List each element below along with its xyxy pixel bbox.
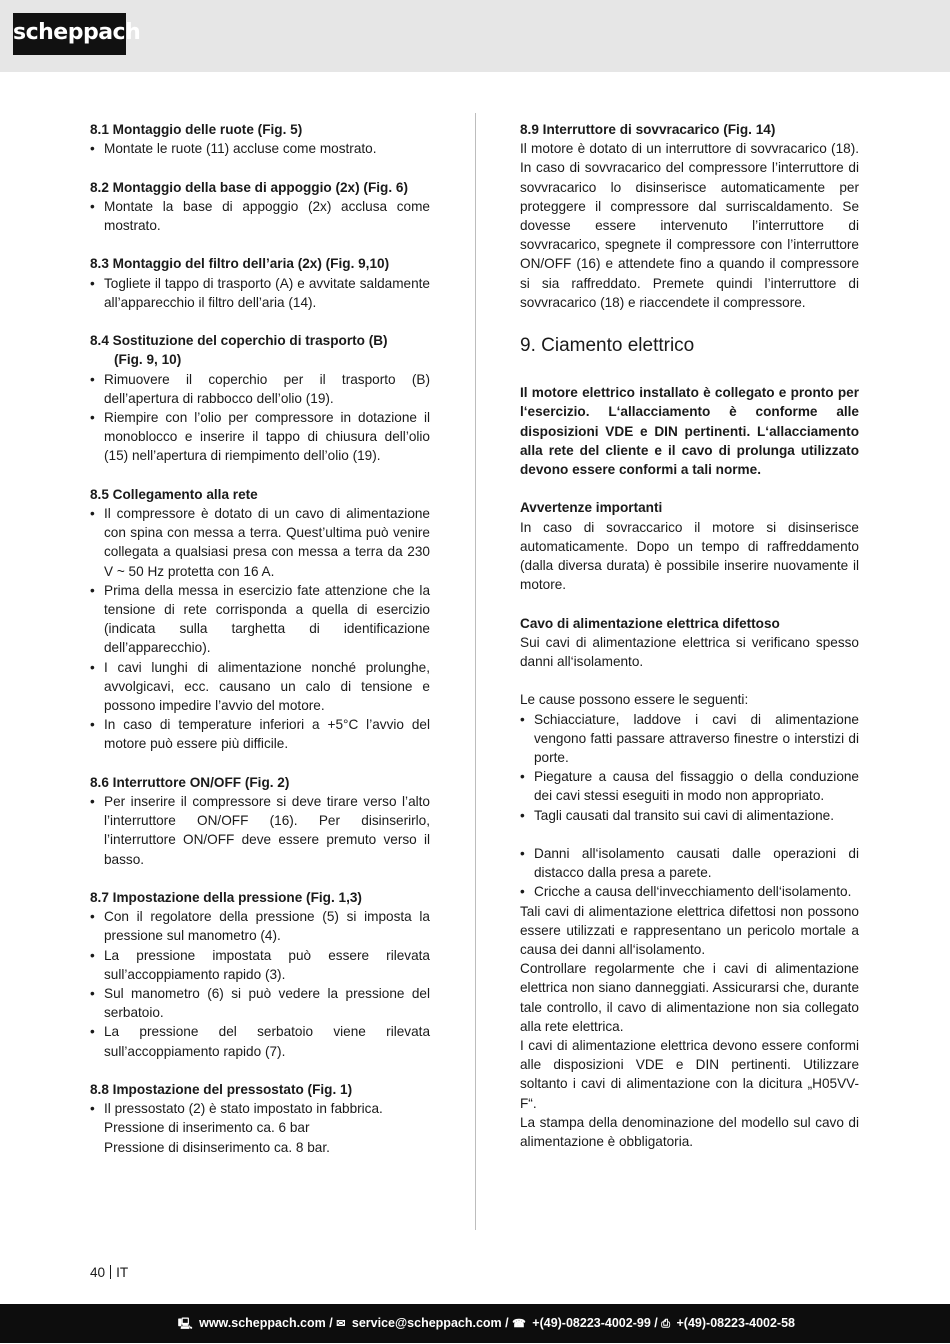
section-heading: 8.1 Montaggio delle ruote (Fig. 5): [90, 122, 303, 137]
list-item: • Tagli causati dal transito sui cavi di alimentazione.: [520, 806, 859, 825]
section-8-6: [90, 773, 430, 869]
list-item: • Con il regolatore della pressione (5) si imposta la pressione sul manometro (4).: [90, 907, 430, 945]
list-item: • La pressione impostata può essere rilevata sull’accoppiamento rapido (3).: [90, 946, 430, 984]
heading-line-1: 8.4 Sostituzione del coperchio di trasporto (B): [90, 333, 388, 349]
list-item: • Il compressore è dotato di un cavo di alimentazione con spina con messa a terra. Quest’ultima può venire collegata a qualsiasi presa con messa a terra da 230 V ~ 50 Hz protetta con 16 A.: [90, 504, 430, 581]
item-line: Pressione di inserimento ca. 6 bar: [104, 1120, 310, 1136]
list-item: [90, 1099, 430, 1157]
section-heading: 8.6 Interruttore ON/OFF (Fig. 2): [90, 774, 290, 790]
section-heading: 8.7 Impostazione della pressione (Fig. 1,3): [90, 890, 362, 906]
column-divider: [475, 113, 476, 1230]
chapter-heading: 9. Ciamento elettrico: [520, 335, 695, 357]
paragraph: Il motore è dotato di un interruttore di sovvracarico (18). In caso di sovvracarico del compressore l’interruttore di sovvracarico lo disinserisce automaticamente per proteggere il compressore dal surriscaldamento. Se dovesse essere intervenuto l’interruttore di sovvracarico, spegnete il compressore con l’interruttore ON/OFF (16) e attendete fino a quando il compressore si sia raffreddato. Premete quindi l’interruttore di sovvracarico (18) e riaccendete il compressore.: [520, 141, 859, 310]
paragraph: La stampa della denominazione del modello sul cavo di alimentazione è obbligatoria.: [520, 1114, 859, 1150]
item-line: • Il pressostato (2) è stato impostato in fabbrica.: [104, 1101, 383, 1117]
section-8-4: [90, 331, 430, 465]
section-heading: 8.3 Montaggio del filtro dell’aria (2x) (Fig. 9,10): [90, 256, 390, 272]
section-8-8: [90, 1080, 430, 1157]
right-column: [520, 120, 859, 1151]
header-bar: [0, 0, 950, 72]
scheppach-logo: scheppach: [13, 13, 126, 55]
list-item: • Schiacciature, laddove i cavi di alimentazione vengono fatti passare attraverso finestre o interstizi di porte.: [520, 710, 859, 768]
list-item: • Sul manometro (6) si può vedere la pressione del serbatoio.: [90, 984, 430, 1022]
list-item: • Togliete il tappo di trasporto (A) e avvitate saldamente all’apparecchio il filtro dell’aria (14).: [90, 274, 430, 312]
phone-icon: ☎: [512, 1318, 526, 1330]
paragraph: Controllare regolarmente che i cavi di alimentazione elettrica non siano danneggiati. Assicurarsi che, durante tale controllo, il cavo di alimentazione non sia collegato alla rete elettrica.: [520, 961, 859, 1034]
heading-line-2: (Fig. 9, 10): [114, 352, 182, 368]
item-line: Pressione di disinserimento ca. 8 bar.: [104, 1139, 330, 1155]
list-item: • Piegature a causa del fissaggio o della conduzione dei cavi stessi eseguiti in modo non appropriato.: [520, 767, 859, 805]
list-item: • La pressione del serbatoio viene rilevata sull’accoppiamento rapido (7).: [90, 1022, 430, 1060]
list-item: • Cricche a causa dell‘invecchiamento dell‘isolamento.: [520, 882, 859, 901]
paragraph: I cavi di alimentazione elettrica devono essere conformi alle disposizioni VDE e DIN pertinenti. Utilizzare soltanto i cavi di alimentazione con la dicitura „H05VV-F“.: [520, 1038, 859, 1111]
footer-website[interactable]: www.scheppach.com /: [199, 1316, 333, 1330]
list-item: • Rimuovere il coperchio per il trasporto (B) dell’apertura di rabbocco dell’olio (19).: [90, 370, 430, 408]
section-8-1: [90, 120, 430, 158]
paragraph: Sui cavi di alimentazione elettrica si verificano spesso danni all‘isolamento.: [520, 634, 859, 670]
paragraph: Tali cavi di alimentazione elettrica difettosi non possono essere utilizzati e rappresentano un pericolo mortale a causa dei danni all‘isolamento.: [520, 903, 859, 958]
computer-icon: 🖳: [177, 1318, 193, 1330]
section-8-7: [90, 888, 430, 1061]
mail-icon: ✉: [336, 1318, 346, 1330]
section-heading: 8.8 Impostazione del pressostato (Fig. 1): [90, 1082, 353, 1098]
list-item: • Prima della messa in esercizio fate attenzione che la tensione di rete corrisponda a quella di esercizio (indicata sulla targhetta di identificazione dell’apparecchio).: [90, 581, 430, 658]
list-item: • Danni all‘isolamento causati dalle operazioni di distacco dalla presa a parete.: [520, 844, 859, 882]
page-number: [90, 1265, 128, 1280]
fax-icon: ⎙: [661, 1318, 671, 1330]
paragraph: Le cause possono essere le seguenti:: [520, 692, 749, 708]
list-item: • I cavi lunghi di alimentazione nonché prolunghe, avvolgicavi, ecc. causano un calo di tensione e possono impedire l’avvio del motore.: [90, 658, 430, 716]
section-8-2: [90, 178, 430, 236]
section-8-5: [90, 485, 430, 754]
footer-fax: +(49)-08223-4002-58: [676, 1316, 795, 1330]
section-heading: 8.5 Collegamento alla rete: [90, 486, 258, 502]
section-heading: 8.2 Montaggio della base di appoggio (2x) (Fig. 6): [90, 179, 408, 195]
paragraph: In caso di sovraccarico il motore si disinserisce automaticamente. Dopo un tempo di raffreddamento (dalla diversa durata) è possibile inserire nuovamente il motore.: [520, 519, 859, 593]
left-column: [90, 120, 430, 1176]
list-item: • Riempire con l’olio per compressore in dotazione il monoblocco e inserire il tappo di chiusura dell’olio (15) nell’apertura di riempimento dell’olio (19).: [90, 408, 430, 466]
subsection-heading: Cavo di alimentazione elettrica difettoso: [520, 615, 780, 631]
intro-paragraph: Il motore elettrico installato è collegato e pronto per l‘esercizio. L‘allacciamento è conforme alle disposizioni VDE e DIN pertinenti. L‘allacciamento alla rete del cliente e il cavo di prolunga utilizzato devono essere conformi a tali norme.: [520, 385, 859, 478]
list-item: • Montate la base di appoggio (2x) acclusa come mostrato.: [90, 197, 430, 235]
subsection-heading: Avvertenze importanti: [520, 500, 663, 516]
page-language: IT: [116, 1265, 129, 1280]
list-item: • In caso di temperature inferiori a +5°C l’avvio del motore può essere più difficile.: [90, 715, 430, 753]
footer-phone: +(49)-08223-4002-99 /: [532, 1316, 658, 1330]
page-number-value: 40: [90, 1265, 106, 1280]
section-8-3: [90, 254, 430, 312]
section-heading: 8.9 Interruttore di sovvracarico (Fig. 14): [520, 122, 776, 137]
section-heading: [90, 331, 430, 369]
footer-bar: [0, 1304, 950, 1343]
list-item: • Per inserire il compressore si deve tirare verso l’alto l’interruttore ON/OFF (16). Per disinserirlo, l’interruttore ON/OFF deve essere premuto verso il basso.: [90, 792, 430, 869]
section-8-9: [520, 120, 859, 312]
footer-email[interactable]: service@scheppach.com /: [351, 1316, 509, 1330]
list-item: • Montate le ruote (11) accluse come mostrato.: [90, 139, 430, 158]
